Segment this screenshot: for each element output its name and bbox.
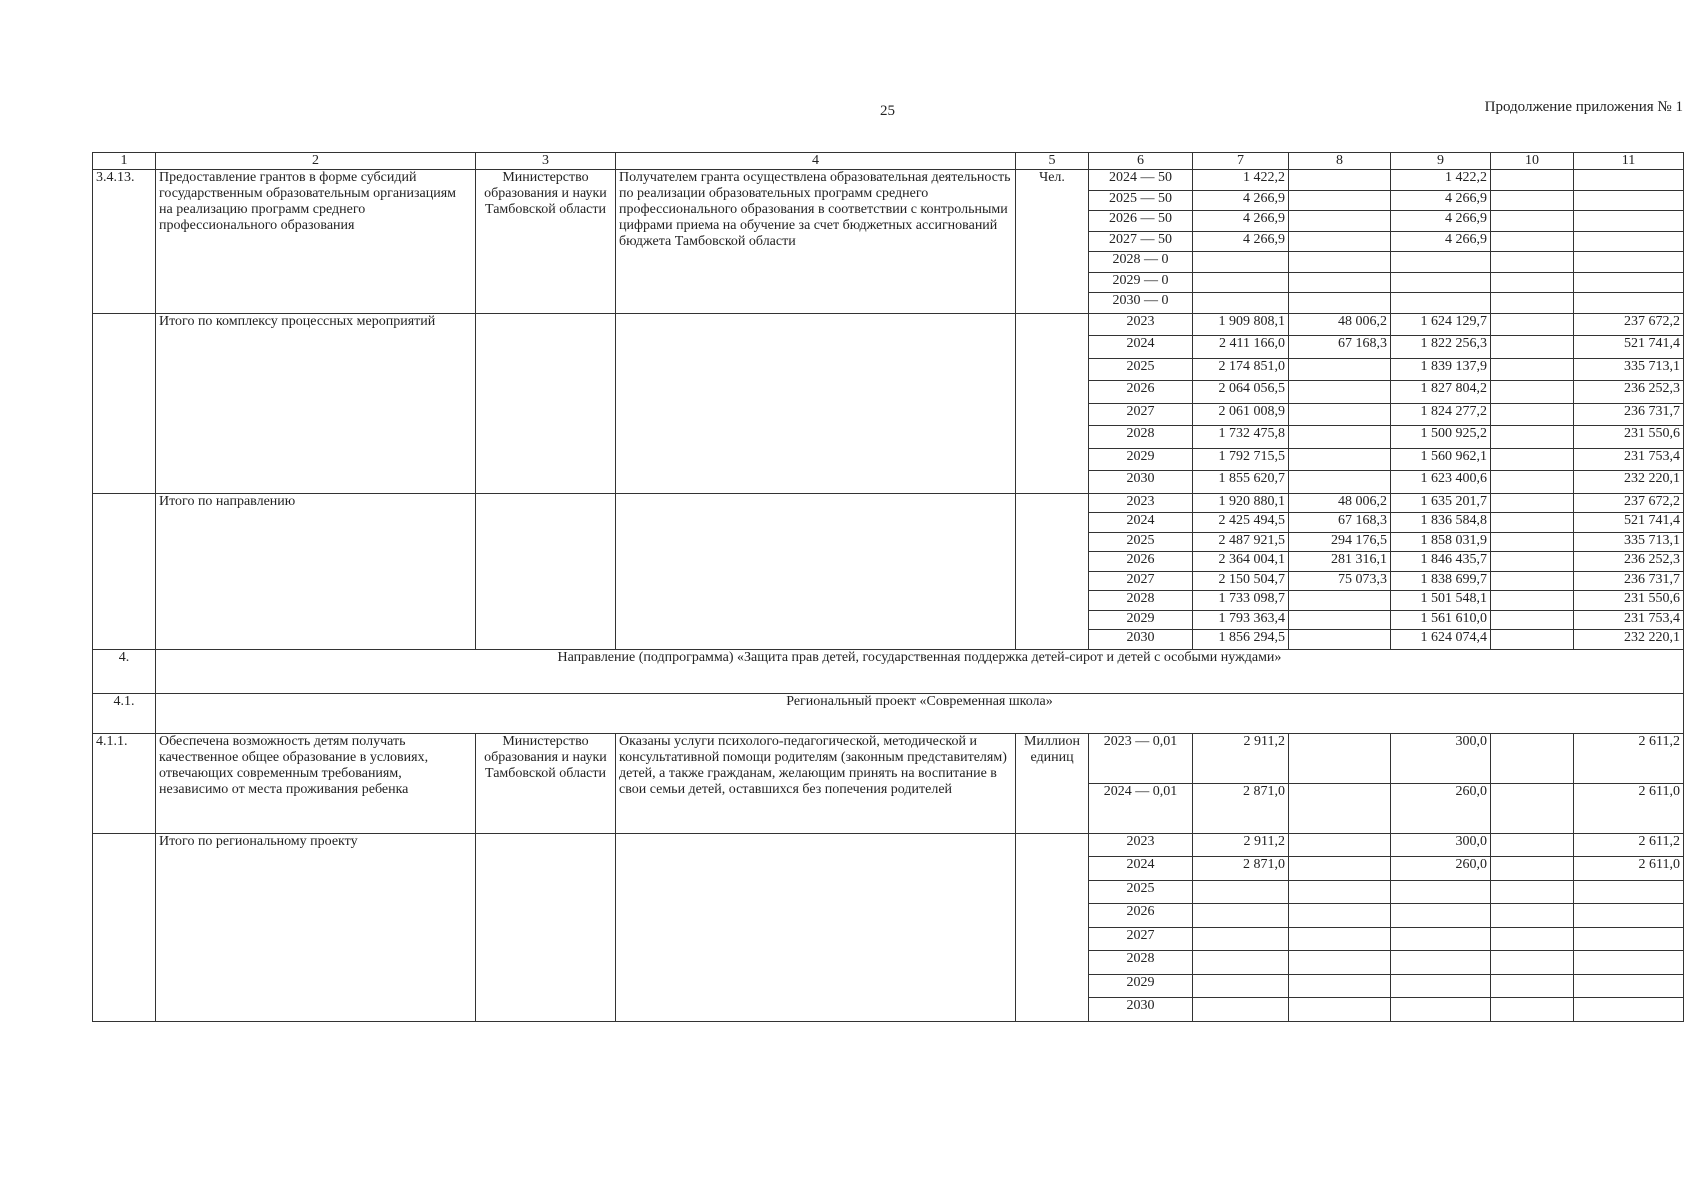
regional-cell: 1 824 277,2 — [1391, 403, 1491, 426]
total-cell: 4 266,9 — [1193, 211, 1289, 232]
regional-cell: 1 846 435,7 — [1391, 552, 1491, 572]
column-number-row — [93, 153, 1684, 170]
page-number: 25 — [880, 103, 895, 119]
other-cell: 237 672,2 — [1574, 493, 1684, 513]
section-number: 4.1. — [93, 693, 156, 733]
other-cell: 521 741,4 — [1574, 513, 1684, 533]
total-cell: 1 733 098,7 — [1193, 591, 1289, 611]
federal-cell: 67 168,3 — [1289, 336, 1391, 359]
regional-cell — [1391, 974, 1491, 998]
unit — [1016, 313, 1089, 493]
local-cell — [1491, 252, 1574, 273]
year-cell: 2024 — [1089, 336, 1193, 359]
regional-cell: 1 635 201,7 — [1391, 493, 1491, 513]
regional-cell: 1 624 074,4 — [1391, 630, 1491, 650]
regional-cell: 1 858 031,9 — [1391, 532, 1491, 552]
federal-cell — [1289, 231, 1391, 252]
total-cell: 1 792 715,5 — [1193, 448, 1289, 471]
federal-cell — [1289, 951, 1391, 975]
total-cell: 2 487 921,5 — [1193, 532, 1289, 552]
regional-cell: 4 266,9 — [1391, 190, 1491, 211]
other-cell — [1574, 252, 1684, 273]
regional-cell: 1 822 256,3 — [1391, 336, 1491, 359]
other-cell: 2 611,0 — [1574, 783, 1684, 833]
other-cell: 231 550,6 — [1574, 426, 1684, 449]
year-cell: 2024 — 50 — [1089, 170, 1193, 191]
local-cell — [1491, 630, 1574, 650]
regional-cell: 300,0 — [1391, 833, 1491, 857]
other-cell: 236 731,7 — [1574, 571, 1684, 591]
other-cell: 232 220,1 — [1574, 471, 1684, 494]
total-cell: 1 855 620,7 — [1193, 471, 1289, 494]
federal-cell — [1289, 426, 1391, 449]
regional-cell: 1 624 129,7 — [1391, 313, 1491, 336]
local-cell — [1491, 951, 1574, 975]
local-cell — [1491, 610, 1574, 630]
year-cell: 2028 — [1089, 591, 1193, 611]
regional-cell — [1391, 998, 1491, 1022]
local-cell — [1491, 471, 1574, 494]
federal-cell — [1289, 190, 1391, 211]
total-cell: 1 856 294,5 — [1193, 630, 1289, 650]
regional-cell: 260,0 — [1391, 783, 1491, 833]
other-cell: 231 550,6 — [1574, 591, 1684, 611]
total-cell: 2 911,2 — [1193, 733, 1289, 783]
col-header-2: 2 — [156, 153, 476, 170]
row-name: Итого по региональному проекту — [156, 833, 476, 1021]
total-cell: 2 871,0 — [1193, 783, 1289, 833]
federal-cell — [1289, 927, 1391, 951]
regional-cell: 1 839 137,9 — [1391, 358, 1491, 381]
result-description — [616, 493, 1016, 649]
local-cell — [1491, 272, 1574, 293]
table-row — [93, 313, 1684, 336]
regional-cell: 300,0 — [1391, 733, 1491, 783]
year-cell: 2029 — [1089, 610, 1193, 630]
result-description: Оказаны услуги психолого-педагогической, методической и консультативной помощи родителям (законным представителям) детей, а также гражданам, желающим принять на воспитание в свои семьи детей, оставшихся без попечения родителей — [616, 733, 1016, 833]
col-header-9: 9 — [1391, 153, 1491, 170]
other-cell: 2 611,0 — [1574, 857, 1684, 881]
total-cell: 2 061 008,9 — [1193, 403, 1289, 426]
year-cell: 2029 — 0 — [1089, 272, 1193, 293]
other-cell: 232 220,1 — [1574, 630, 1684, 650]
year-cell: 2025 — 50 — [1089, 190, 1193, 211]
executor — [476, 313, 616, 493]
total-cell — [1193, 951, 1289, 975]
total-cell — [1193, 904, 1289, 928]
federal-cell — [1289, 591, 1391, 611]
executor — [476, 833, 616, 1021]
federal-cell: 75 073,3 — [1289, 571, 1391, 591]
local-cell — [1491, 293, 1574, 314]
row-name: Итого по направлению — [156, 493, 476, 649]
year-cell: 2030 — [1089, 630, 1193, 650]
other-cell — [1574, 927, 1684, 951]
total-cell: 1 920 880,1 — [1193, 493, 1289, 513]
local-cell — [1491, 998, 1574, 1022]
federal-cell: 294 176,5 — [1289, 532, 1391, 552]
other-cell: 236 731,7 — [1574, 403, 1684, 426]
federal-cell — [1289, 974, 1391, 998]
total-cell — [1193, 293, 1289, 314]
total-cell — [1193, 998, 1289, 1022]
total-cell — [1193, 974, 1289, 998]
regional-cell — [1391, 293, 1491, 314]
year-cell: 2023 — [1089, 833, 1193, 857]
col-header-4: 4 — [616, 153, 1016, 170]
other-cell — [1574, 211, 1684, 232]
federal-cell — [1289, 211, 1391, 232]
federal-cell — [1289, 630, 1391, 650]
year-cell: 2026 — [1089, 904, 1193, 928]
regional-cell: 4 266,9 — [1391, 211, 1491, 232]
year-cell: 2027 — [1089, 927, 1193, 951]
local-cell — [1491, 880, 1574, 904]
section-number: 4. — [93, 649, 156, 693]
col-header-11: 11 — [1574, 153, 1684, 170]
table-row — [93, 833, 1684, 857]
col-header-10: 10 — [1491, 153, 1574, 170]
total-cell: 2 411 166,0 — [1193, 336, 1289, 359]
other-cell — [1574, 998, 1684, 1022]
other-cell: 231 753,4 — [1574, 448, 1684, 471]
federal-cell — [1289, 857, 1391, 881]
other-cell: 521 741,4 — [1574, 336, 1684, 359]
federal-cell — [1289, 252, 1391, 273]
other-cell: 2 611,2 — [1574, 833, 1684, 857]
year-cell: 2026 — [1089, 381, 1193, 404]
federal-cell — [1289, 381, 1391, 404]
local-cell — [1491, 513, 1574, 533]
other-cell: 335 713,1 — [1574, 532, 1684, 552]
local-cell — [1491, 426, 1574, 449]
other-cell: 237 672,2 — [1574, 313, 1684, 336]
local-cell — [1491, 571, 1574, 591]
year-cell: 2029 — [1089, 448, 1193, 471]
section-row — [93, 649, 1684, 693]
section-title: Региональный проект «Современная школа» — [156, 693, 1684, 733]
year-cell: 2027 — 50 — [1089, 231, 1193, 252]
other-cell — [1574, 974, 1684, 998]
other-cell: 236 252,3 — [1574, 552, 1684, 572]
total-cell: 2 425 494,5 — [1193, 513, 1289, 533]
total-cell: 1 793 363,4 — [1193, 610, 1289, 630]
other-cell: 231 753,4 — [1574, 610, 1684, 630]
other-cell: 335 713,1 — [1574, 358, 1684, 381]
federal-cell: 48 006,2 — [1289, 493, 1391, 513]
regional-cell: 1 561 610,0 — [1391, 610, 1491, 630]
unit: Чел. — [1016, 170, 1089, 314]
result-description — [616, 833, 1016, 1021]
other-cell — [1574, 880, 1684, 904]
federal-cell — [1289, 403, 1391, 426]
row-name: Итого по комплексу процессных мероприятий — [156, 313, 476, 493]
year-cell: 2024 — [1089, 857, 1193, 881]
regional-cell: 1 422,2 — [1391, 170, 1491, 191]
total-cell: 1 909 808,1 — [1193, 313, 1289, 336]
other-cell — [1574, 293, 1684, 314]
local-cell — [1491, 190, 1574, 211]
local-cell — [1491, 783, 1574, 833]
regional-cell: 4 266,9 — [1391, 231, 1491, 252]
row-number — [93, 833, 156, 1021]
row-name: Предоставление грантов в форме субсидий государственным образовательным организациям на реализацию программ среднего профессионального образования — [156, 170, 476, 314]
executor: Министерство образования и науки Тамбовской области — [476, 733, 616, 833]
year-cell: 2030 — [1089, 998, 1193, 1022]
year-cell: 2027 — [1089, 571, 1193, 591]
year-cell: 2024 — [1089, 513, 1193, 533]
local-cell — [1491, 833, 1574, 857]
local-cell — [1491, 904, 1574, 928]
federal-cell — [1289, 272, 1391, 293]
local-cell — [1491, 552, 1574, 572]
federal-cell — [1289, 833, 1391, 857]
local-cell — [1491, 927, 1574, 951]
federal-cell — [1289, 783, 1391, 833]
total-cell: 1 732 475,8 — [1193, 426, 1289, 449]
col-header-7: 7 — [1193, 153, 1289, 170]
total-cell: 4 266,9 — [1193, 190, 1289, 211]
federal-cell: 281 316,1 — [1289, 552, 1391, 572]
local-cell — [1491, 591, 1574, 611]
federal-cell: 48 006,2 — [1289, 313, 1391, 336]
other-cell — [1574, 170, 1684, 191]
row-number: 3.4.13. — [93, 170, 156, 314]
other-cell: 2 611,2 — [1574, 733, 1684, 783]
local-cell — [1491, 733, 1574, 783]
row-name: Обеспечена возможность детям получать качественное общее образование в условиях, отвечающих современным требованиям, независимо от места проживания ребенка — [156, 733, 476, 833]
year-cell: 2028 — [1089, 951, 1193, 975]
regional-cell: 1 501 548,1 — [1391, 591, 1491, 611]
regional-cell: 260,0 — [1391, 857, 1491, 881]
total-cell: 2 150 504,7 — [1193, 571, 1289, 591]
other-cell — [1574, 190, 1684, 211]
year-cell: 2023 — [1089, 493, 1193, 513]
regional-cell — [1391, 951, 1491, 975]
federal-cell — [1289, 610, 1391, 630]
col-header-6: 6 — [1089, 153, 1193, 170]
total-cell — [1193, 927, 1289, 951]
regional-cell: 1 836 584,8 — [1391, 513, 1491, 533]
federal-cell — [1289, 880, 1391, 904]
unit — [1016, 493, 1089, 649]
total-cell: 2 911,2 — [1193, 833, 1289, 857]
local-cell — [1491, 170, 1574, 191]
table-row — [93, 733, 1684, 783]
local-cell — [1491, 211, 1574, 232]
local-cell — [1491, 493, 1574, 513]
year-cell: 2025 — [1089, 532, 1193, 552]
section-title: Направление (подпрограмма) «Защита прав детей, государственная поддержка детей-сирот и детей с особыми нуждами» — [156, 649, 1684, 693]
federal-cell — [1289, 293, 1391, 314]
other-cell — [1574, 951, 1684, 975]
regional-cell: 1 500 925,2 — [1391, 426, 1491, 449]
year-cell: 2023 — [1089, 313, 1193, 336]
year-cell: 2028 — [1089, 426, 1193, 449]
federal-cell — [1289, 358, 1391, 381]
year-cell: 2026 — [1089, 552, 1193, 572]
local-cell — [1491, 336, 1574, 359]
total-cell: 2 064 056,5 — [1193, 381, 1289, 404]
year-cell: 2024 — 0,01 — [1089, 783, 1193, 833]
year-cell: 2027 — [1089, 403, 1193, 426]
row-number: 4.1.1. — [93, 733, 156, 833]
appendix-label: Продолжение приложения № 1 — [1484, 99, 1683, 115]
budget-table — [92, 152, 1684, 1022]
col-header-8: 8 — [1289, 153, 1391, 170]
local-cell — [1491, 381, 1574, 404]
result-description: Получателем гранта осуществлена образовательная деятельность по реализации образовательных программ среднего профессионального образования в соответствии с контрольными цифрами приема на обучение за счет бюджетных ассигнований бюджета Тамбовской области — [616, 170, 1016, 314]
row-number — [93, 313, 156, 493]
regional-cell — [1391, 904, 1491, 928]
year-cell: 2023 — 0,01 — [1089, 733, 1193, 783]
local-cell — [1491, 857, 1574, 881]
local-cell — [1491, 448, 1574, 471]
col-header-3: 3 — [476, 153, 616, 170]
other-cell — [1574, 231, 1684, 252]
regional-cell — [1391, 880, 1491, 904]
federal-cell: 67 168,3 — [1289, 513, 1391, 533]
executor: Министерство образования и науки Тамбовской области — [476, 170, 616, 314]
federal-cell — [1289, 471, 1391, 494]
col-header-5: 5 — [1016, 153, 1089, 170]
year-cell: 2025 — [1089, 358, 1193, 381]
other-cell — [1574, 904, 1684, 928]
regional-cell — [1391, 252, 1491, 273]
total-cell — [1193, 252, 1289, 273]
year-cell: 2026 — 50 — [1089, 211, 1193, 232]
total-cell: 2 364 004,1 — [1193, 552, 1289, 572]
total-cell: 1 422,2 — [1193, 170, 1289, 191]
year-cell: 2030 — [1089, 471, 1193, 494]
table-row — [93, 493, 1684, 513]
regional-cell — [1391, 927, 1491, 951]
federal-cell — [1289, 904, 1391, 928]
local-cell — [1491, 974, 1574, 998]
total-cell: 2 174 851,0 — [1193, 358, 1289, 381]
unit — [1016, 833, 1089, 1021]
regional-cell: 1 838 699,7 — [1391, 571, 1491, 591]
other-cell — [1574, 272, 1684, 293]
total-cell: 4 266,9 — [1193, 231, 1289, 252]
regional-cell: 1 623 400,6 — [1391, 471, 1491, 494]
federal-cell — [1289, 448, 1391, 471]
executor — [476, 493, 616, 649]
year-cell: 2028 — 0 — [1089, 252, 1193, 273]
year-cell: 2030 — 0 — [1089, 293, 1193, 314]
local-cell — [1491, 313, 1574, 336]
federal-cell — [1289, 170, 1391, 191]
local-cell — [1491, 231, 1574, 252]
result-description — [616, 313, 1016, 493]
federal-cell — [1289, 998, 1391, 1022]
year-cell: 2025 — [1089, 880, 1193, 904]
federal-cell — [1289, 733, 1391, 783]
local-cell — [1491, 358, 1574, 381]
unit: Миллион единиц — [1016, 733, 1089, 833]
local-cell — [1491, 403, 1574, 426]
year-cell: 2029 — [1089, 974, 1193, 998]
regional-cell: 1 827 804,2 — [1391, 381, 1491, 404]
total-cell: 2 871,0 — [1193, 857, 1289, 881]
regional-cell: 1 560 962,1 — [1391, 448, 1491, 471]
total-cell — [1193, 272, 1289, 293]
total-cell — [1193, 880, 1289, 904]
row-number — [93, 493, 156, 649]
section-row — [93, 693, 1684, 733]
regional-cell — [1391, 272, 1491, 293]
local-cell — [1491, 532, 1574, 552]
col-header-1: 1 — [93, 153, 156, 170]
other-cell: 236 252,3 — [1574, 381, 1684, 404]
table-row — [93, 170, 1684, 191]
